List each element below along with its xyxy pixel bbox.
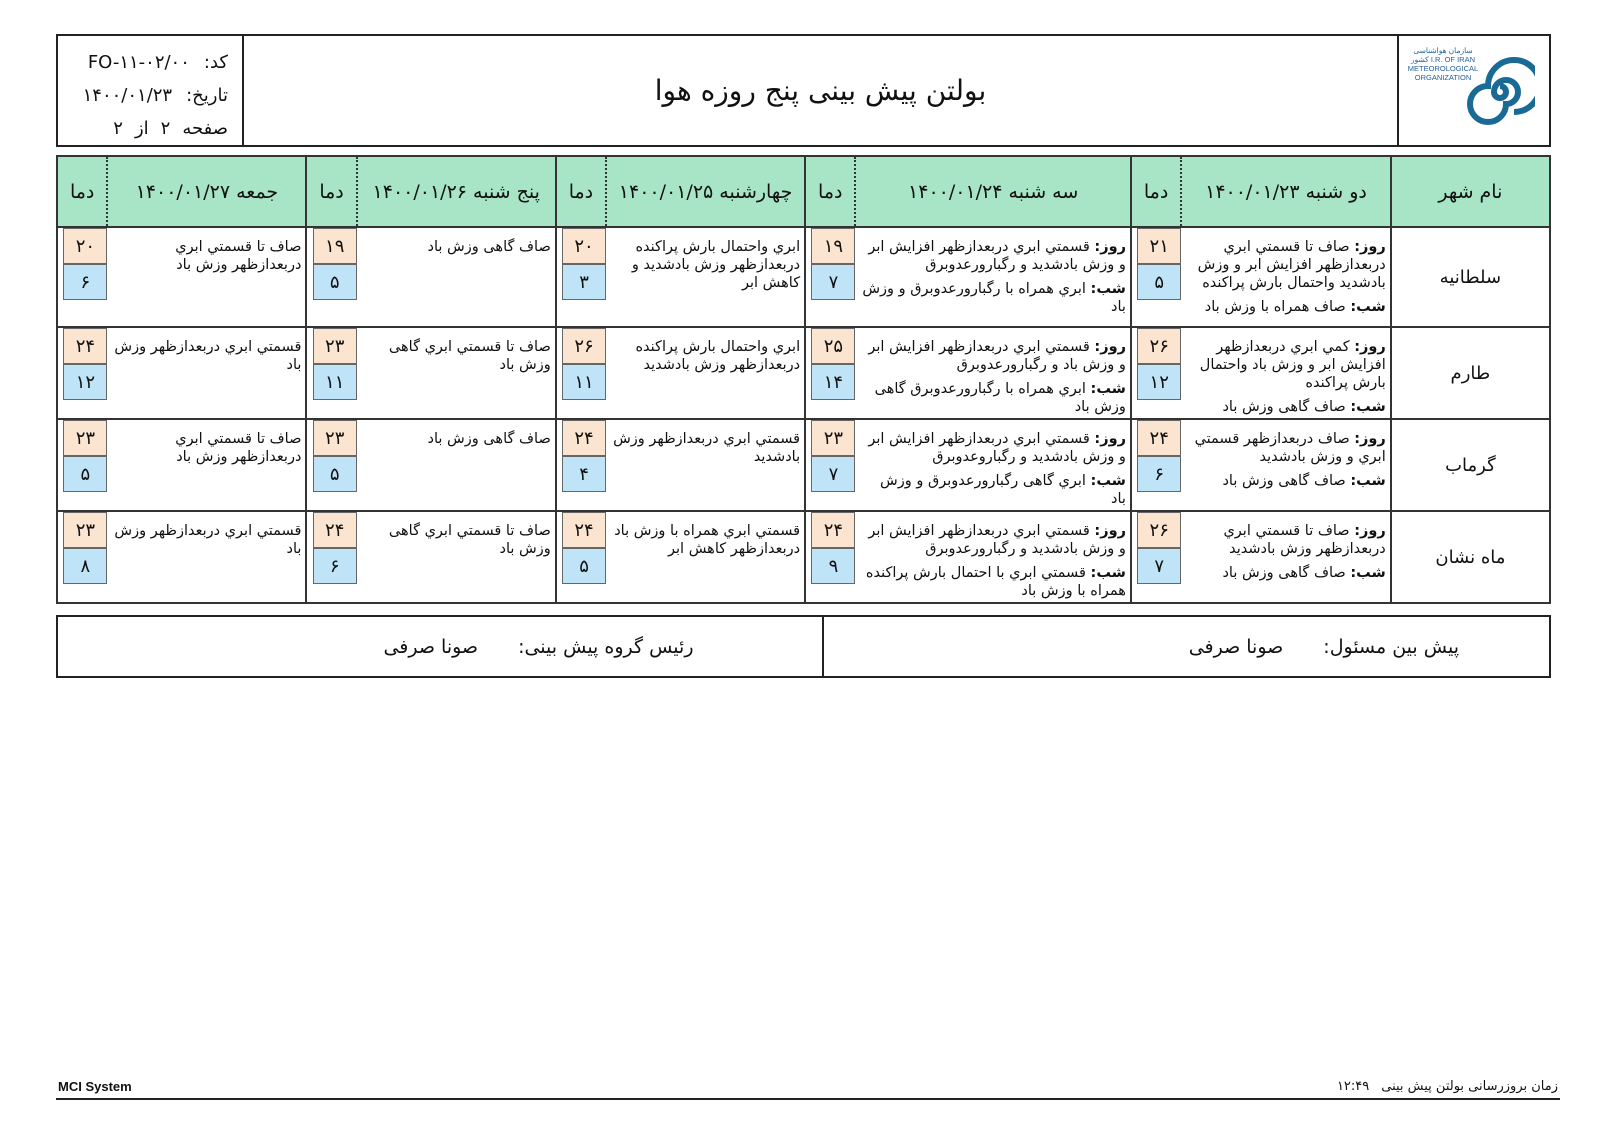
min-temp: ۱۲ [1137,364,1181,400]
max-temp: ۲۰ [63,228,107,264]
table-row [57,227,1550,327]
temperature-cell [306,227,356,327]
max-temp: ۲۳ [811,420,855,456]
forecast-description [855,511,1131,603]
min-temp: ۶ [1137,456,1181,492]
day-label: روز: [1354,431,1386,447]
max-temp: ۲۴ [1137,420,1181,456]
organization-logo [1397,36,1549,145]
forecast-description [606,327,805,419]
max-temp: ۲۴ [562,420,606,456]
max-temp: ۱۹ [811,228,855,264]
temperature-cell [1131,327,1181,419]
night-text: ابري همراه با رگبارورعدوبرق و وزش باد [862,281,1126,315]
forecast-text: صاف گاهی وزش باد [427,239,551,255]
temperature-cell [1131,227,1181,327]
forecaster-label: پیش بین مسئول: [1323,635,1459,658]
code-value: FO-۱۱-۰۲/۰۰ [87,52,190,73]
temperature-cell [1131,419,1181,511]
temp-column-header: دما [1131,156,1181,227]
temperature-cell [556,511,606,603]
temperature-cell [306,419,356,511]
temperature-cell [306,327,356,419]
temp-column-header: دما [57,156,107,227]
night-text: صاف گاهی وزش باد [1222,399,1346,415]
temperature-cell [57,511,107,603]
temp-column-header: دما [805,156,855,227]
forecast-description [1181,511,1391,603]
max-temp: ۲۵ [811,328,855,364]
min-temp: ۷ [811,456,855,492]
forecast-description [107,419,306,511]
night-label: شب: [1350,399,1386,415]
forecast-description [1181,227,1391,327]
min-temp: ۹ [811,548,855,584]
day-column-header: چهارشنبه ۱۴۰۰/۰۱/۲۵ [606,156,805,227]
day-label: روز: [1094,431,1126,447]
max-temp: ۲۱ [1137,228,1181,264]
bottom-divider [56,1098,1560,1100]
max-temp: ۲۴ [811,512,855,548]
min-temp: ۵ [1137,264,1181,300]
night-label: شب: [1090,565,1126,581]
table-row [57,511,1550,603]
min-temp: ۱۱ [562,364,606,400]
temperature-cell [556,419,606,511]
max-temp: ۱۹ [313,228,357,264]
max-temp: ۲۳ [313,328,357,364]
forecast-table [56,155,1551,604]
city-name: ماه نشان [1391,511,1550,603]
min-temp: ۶ [313,548,357,584]
temperature-cell [1131,511,1181,603]
min-temp: ۵ [313,456,357,492]
forecast-text: قسمتي ابري دربعدازظهر وزش بادشديد [613,431,801,465]
page-row [72,112,228,145]
max-temp: ۲۴ [562,512,606,548]
forecast-text: قسمتي ابري دربعدازظهر وزش باد [114,339,302,373]
forecast-description [606,227,805,327]
day-text: صاف تا قسمتي ابري دربعدازظهر افزايش ابر و وزش بادشديد واحتمال بارش پراكنده [1197,239,1386,291]
day-label: روز: [1354,239,1386,255]
forecast-text: قسمتي ابري دربعدازظهر وزش باد [114,523,302,557]
page-title: بولتن پیش بینی پنج روزه هوا [654,74,987,107]
city-name: گرماب [1391,419,1550,511]
night-text: ابري همراه با رگبارورعدوبرق گاهی وزش باد [874,381,1126,415]
min-temp: ۵ [313,264,357,300]
forecast-description [357,511,556,603]
logo-text: سازمان هواشناسی کشور I.R. OF IRAN METEOROLOGICAL ORGANIZATION [1407,46,1479,82]
day-column-header: پنج شنبه ۱۴۰۰/۰۱/۲۶ [357,156,556,227]
forecast-description [606,419,805,511]
min-temp: ۱۴ [811,364,855,400]
temperature-cell [556,227,606,327]
forecast-text: ابري واحتمال بارش پراكنده دربعدازظهر وزش بادشديد و كاهش ابر [631,239,801,291]
forecast-text: صاف تا قسمتي ابري گاهی وزش باد [388,339,551,373]
system-name: MCI System [58,1079,132,1094]
min-temp: ۶ [63,264,107,300]
day-forecast [861,430,1126,466]
day-label: روز: [1354,523,1386,539]
document-info [58,36,244,145]
max-temp: ۲۶ [1137,328,1181,364]
temp-column-header: دما [556,156,606,227]
forecast-description [107,511,306,603]
night-text: ابري گاهی رگبارورعدوبرق و وزش باد [880,473,1126,507]
table-row [57,419,1550,511]
code-row [72,46,228,79]
day-column-header: دو شنبه ۱۴۰۰/۰۱/۲۳ [1181,156,1391,227]
min-temp: ۳ [562,264,606,300]
day-forecast [861,522,1126,558]
night-text: قسمتي ابري با احتمال بارش پراكنده همراه با وزش باد [865,565,1126,599]
forecast-text: قسمتي ابري همراه با وزش باد دربعدازظهر كاهش ابر [614,523,801,557]
update-time: ۱۲:۴۹ [1336,1079,1370,1094]
city-name: طارم [1391,327,1550,419]
city-column-header: نام شهر [1391,156,1550,227]
forecaster-name: صونا صرفی [1188,635,1284,658]
min-temp: ۴ [562,456,606,492]
max-temp: ۲۶ [1137,512,1181,548]
min-temp: ۷ [1137,548,1181,584]
day-column-header: سه شنبه ۱۴۰۰/۰۱/۲۴ [855,156,1131,227]
max-temp: ۲۳ [313,420,357,456]
date-row [72,79,228,112]
day-forecast [861,338,1126,374]
head-cell [58,617,822,676]
forecaster-cell [822,617,1550,676]
night-label: شب: [1090,473,1126,489]
night-forecast [1187,472,1386,490]
forecast-description [855,419,1131,511]
forecast-description [107,327,306,419]
code-label: کد: [203,52,228,73]
night-forecast [861,472,1126,508]
temperature-cell [306,511,356,603]
forecast-text: صاف گاهی وزش باد [427,431,551,447]
day-column-header: جمعه ۱۴۰۰/۰۱/۲۷ [107,156,306,227]
night-label: شب: [1090,381,1126,397]
temperature-cell [805,227,855,327]
forecast-description [357,419,556,511]
night-label: شب: [1350,565,1386,581]
night-label: شب: [1090,281,1126,297]
day-text: كمي ابري دربعدازظهر افزايش ابر و وزش باد واحتمال بارش پراكنده [1199,339,1386,391]
day-forecast [1187,238,1386,292]
night-label: شب: [1350,299,1386,315]
max-temp: ۲۴ [63,328,107,364]
temperature-cell [805,511,855,603]
temperature-cell [805,419,855,511]
min-temp: ۱۱ [313,364,357,400]
temperature-cell [57,327,107,419]
forecast-description [107,227,306,327]
bulletin-header [56,34,1551,147]
day-text: صاف تا قسمتي ابري دربعدازظهر وزش بادشديد [1223,523,1386,557]
day-forecast [1187,522,1386,558]
night-forecast [1187,398,1386,416]
day-forecast [861,238,1126,274]
spiral-logo-icon [1465,46,1535,138]
head-label: رئیس گروه پیش بینی: [518,635,694,658]
forecast-text: صاف تا قسمتي ابري دربعدازظهر وزش باد [175,431,302,465]
update-info [1337,1079,1558,1094]
max-temp: ۲۴ [313,512,357,548]
night-forecast [1187,564,1386,582]
temperature-cell [805,327,855,419]
table-header-row [57,156,1550,227]
day-text: قسمتي ابري دربعدازظهر افزايش ابر و وزش بادشديد و رگبارورعدوبرق [868,239,1126,273]
temp-column-header: دما [306,156,356,227]
forecast-description [855,227,1131,327]
min-temp: ۷ [811,264,855,300]
night-forecast [861,380,1126,416]
min-temp: ۱۲ [63,364,107,400]
max-temp: ۲۳ [63,420,107,456]
signature-box [56,615,1551,678]
forecast-description [606,511,805,603]
day-text: قسمتي ابري دربعدازظهر افزايش ابر و وزش بادشديد و رگباروعدوبرق [868,431,1126,465]
day-label: روز: [1354,339,1386,355]
temperature-cell [57,419,107,511]
forecast-description [357,227,556,327]
max-temp: ۲۳ [63,512,107,548]
max-temp: ۲۰ [562,228,606,264]
night-text: صاف همراه با وزش باد [1204,299,1346,315]
forecast-description [1181,327,1391,419]
day-text: قسمتي ابري دربعدازظهر افزايش ابر و وزش بادشديد و رگبارورعدوبرق [868,523,1126,557]
forecast-description [855,327,1131,419]
day-label: روز: [1094,339,1126,355]
forecast-description [1181,419,1391,511]
page-current: ۲ [160,118,171,139]
page-total: ۲ [113,118,123,139]
min-temp: ۸ [63,548,107,584]
max-temp: ۲۶ [562,328,606,364]
page-label: صفحه [182,118,228,139]
day-forecast [1187,338,1386,392]
city-name: سلطانیه [1391,227,1550,327]
temperature-cell [556,327,606,419]
night-forecast [861,564,1126,600]
date-value: ۱۴۰۰/۰۱/۲۳ [82,85,173,106]
page-of: از [134,118,149,139]
forecast-text: صاف تا قسمتي ابري دربعدازظهر وزش باد [175,239,302,273]
day-text: قسمتي ابري دربعدازظهر افزايش ابر و وزش باد و رگبارورعدوبرق [868,339,1126,373]
day-forecast [1187,430,1386,466]
night-text: صاف گاهی وزش باد [1222,565,1346,581]
day-label: روز: [1094,239,1126,255]
night-text: صاف گاهی وزش باد [1222,473,1346,489]
night-forecast [861,280,1126,316]
night-forecast [1187,298,1386,316]
min-temp: ۵ [562,548,606,584]
forecast-text: صاف تا قسمتي ابري گاهی وزش باد [388,523,551,557]
min-temp: ۵ [63,456,107,492]
update-label: زمان بروزرسانی بولتن پیش بینی [1381,1079,1558,1094]
table-row [57,327,1550,419]
forecast-text: ابري واحتمال بارش پراكنده دربعدازظهر وزش بادشديد [635,339,801,373]
day-text: صاف دربعدازظهر قسمتي ابري و وزش بادشديد [1194,431,1386,465]
day-label: روز: [1094,523,1126,539]
head-name: صونا صرفی [383,635,479,658]
date-label: تاریخ: [186,85,228,106]
temperature-cell [57,227,107,327]
forecast-description [357,327,556,419]
night-label: شب: [1350,473,1386,489]
